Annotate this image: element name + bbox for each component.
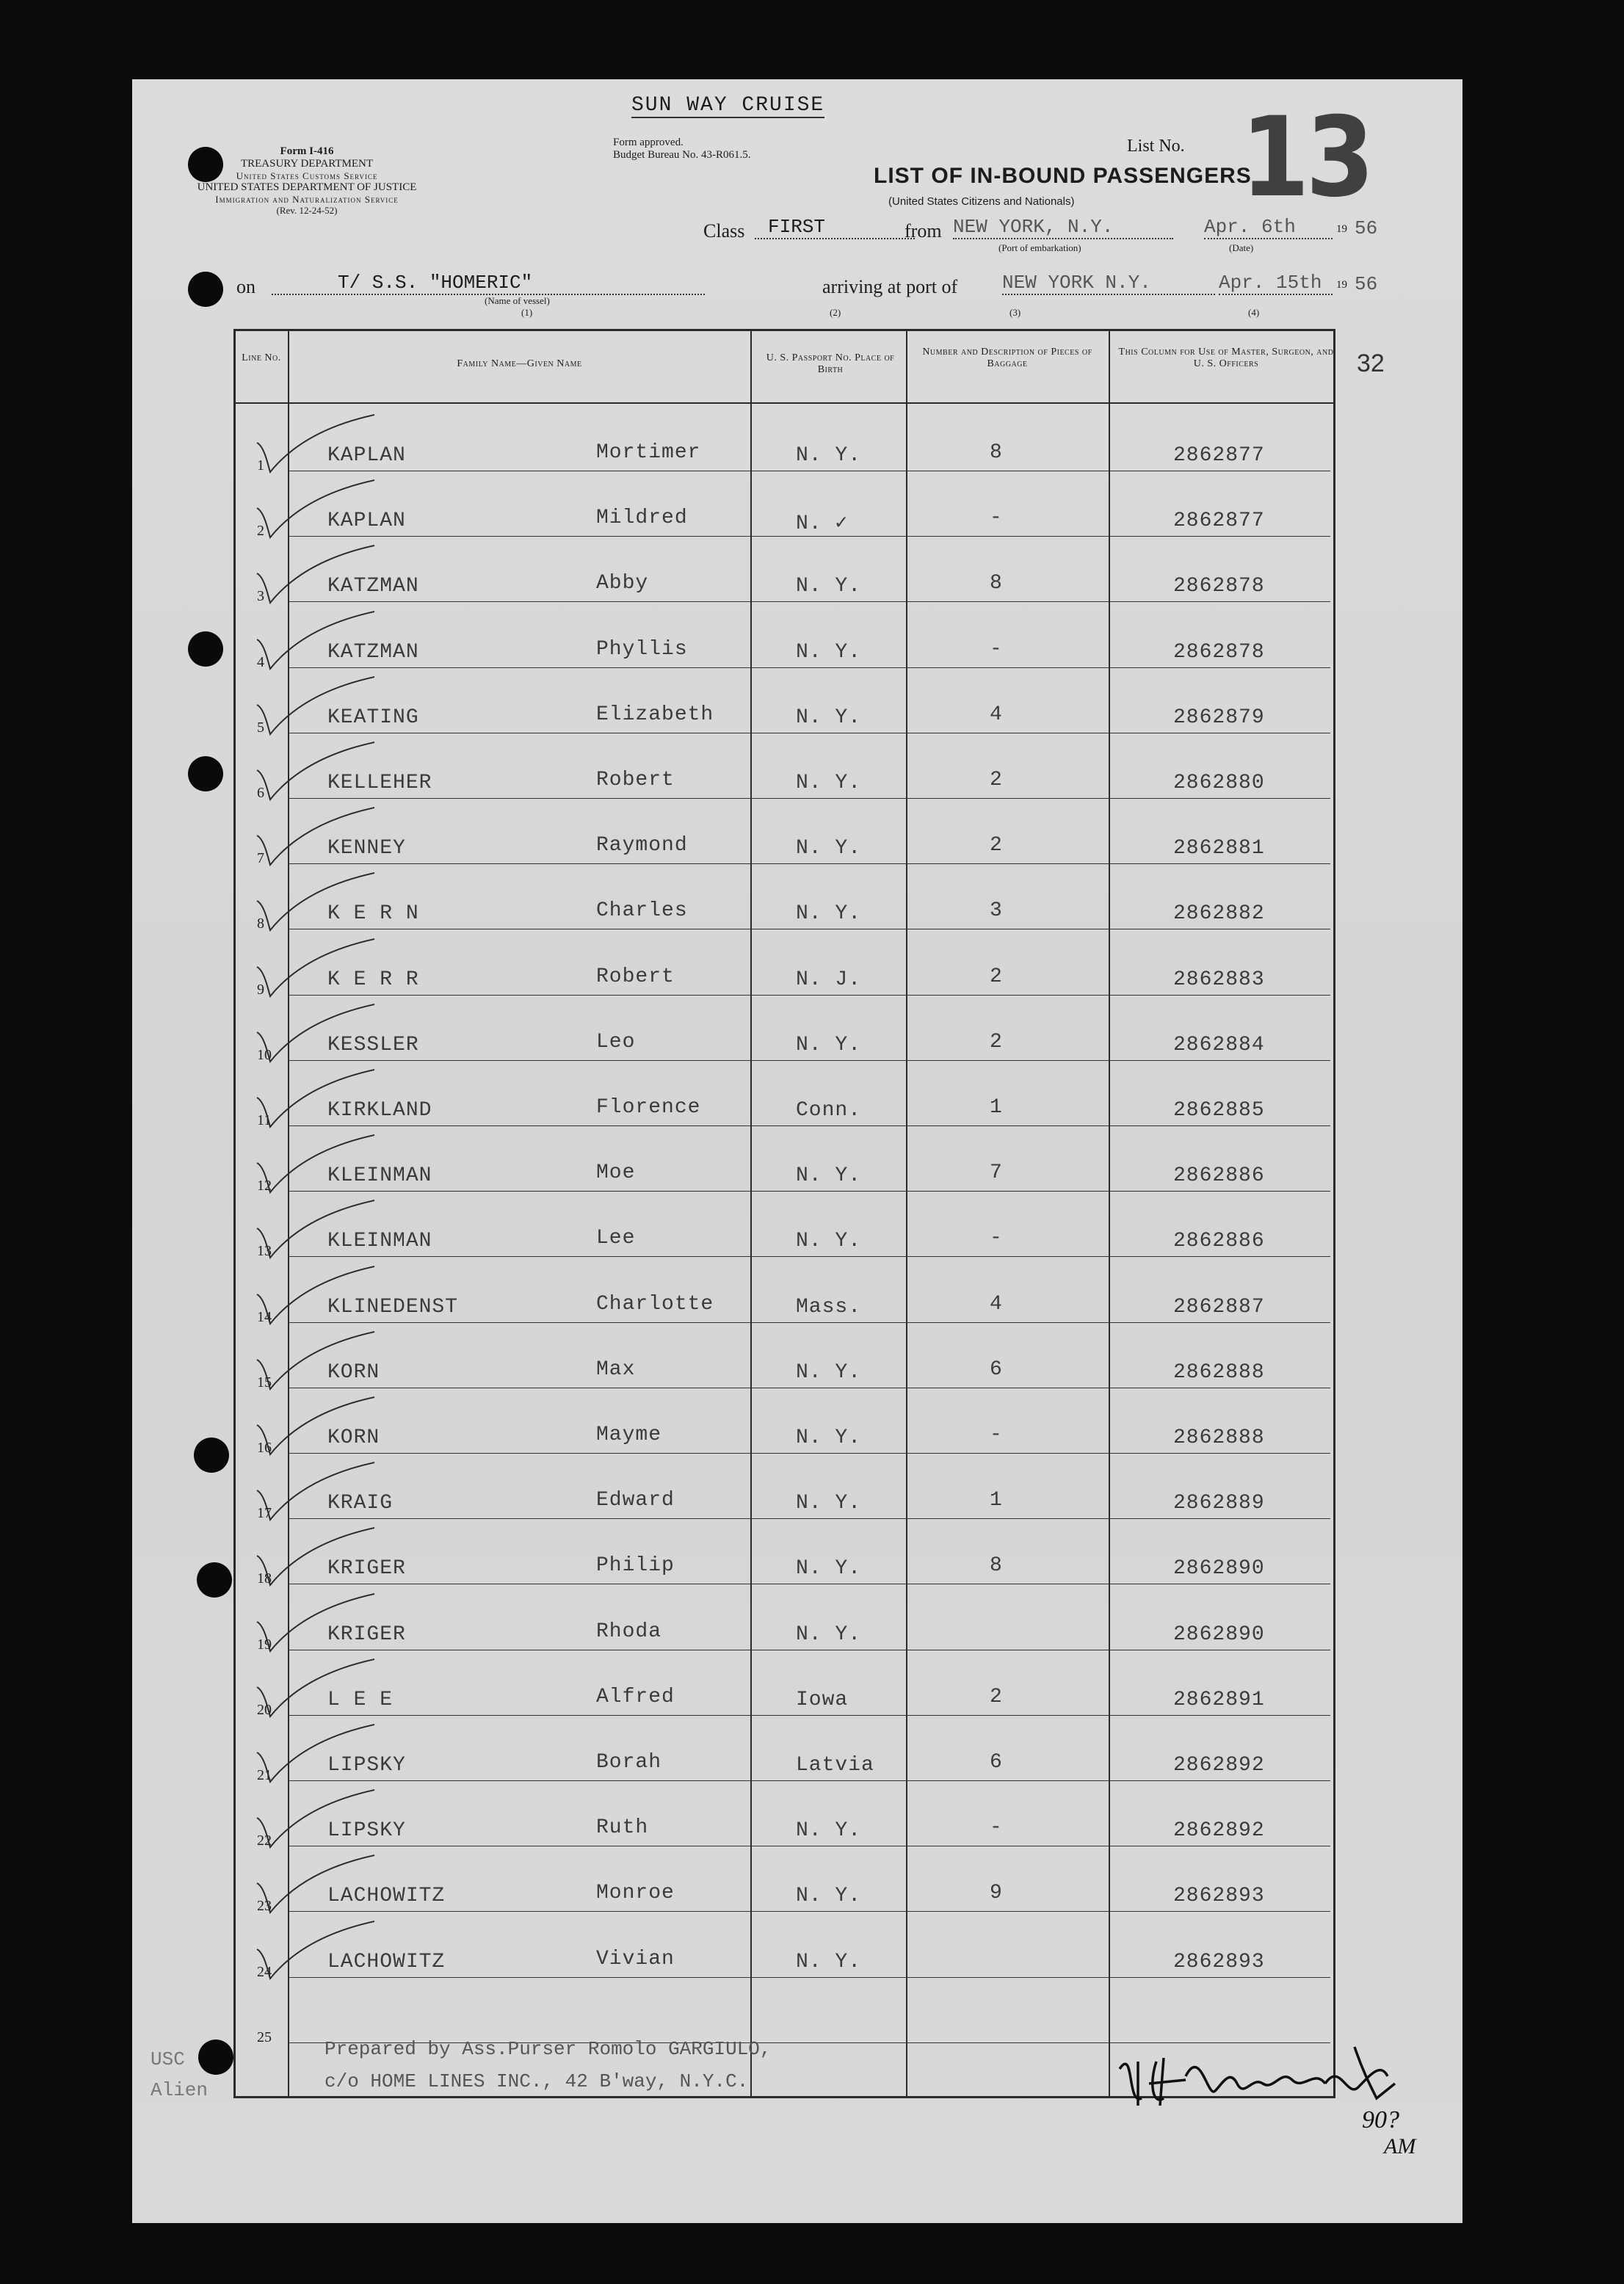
- list-title: LIST OF IN-BOUND PASSENGERS: [874, 164, 1252, 188]
- officer-reference: 2862890: [1173, 1623, 1265, 1646]
- row-rule: [288, 1453, 1330, 1454]
- divider-baggage: [1109, 329, 1110, 2098]
- check-mark: [250, 675, 382, 742]
- family-name: KEATING: [327, 706, 419, 729]
- treasury-dept: TREASURY DEPARTMENT: [240, 158, 374, 170]
- form-number: Form I-416: [280, 145, 334, 157]
- punch-hole: [188, 147, 223, 182]
- port-embark-label: (Port of embarkation): [998, 242, 1081, 253]
- baggage-count: 8: [990, 1554, 1003, 1577]
- col-index-4: (4): [1248, 307, 1260, 318]
- given-name: Rhoda: [596, 1620, 662, 1643]
- row-rule: [288, 1322, 1330, 1323]
- check-mark: [250, 806, 382, 872]
- given-name: Florence: [596, 1096, 701, 1119]
- officer-reference: 2862882: [1173, 902, 1265, 925]
- given-name: Charles: [596, 899, 688, 922]
- baggage-count: 8: [990, 572, 1003, 595]
- check-mark: [250, 1199, 382, 1265]
- family-name: K E R N: [327, 902, 419, 925]
- check-mark: [250, 938, 382, 1004]
- check-mark: [250, 1003, 382, 1069]
- check-mark: [250, 1330, 382, 1396]
- from-port: NEW YORK, N.Y.: [953, 216, 1173, 239]
- class-value: FIRST: [755, 216, 915, 239]
- line-number: 18: [257, 1570, 272, 1587]
- line-number: 14: [257, 1309, 272, 1325]
- check-mark: [250, 1461, 382, 1527]
- year-prefix-to: 19: [1336, 279, 1347, 291]
- family-name: KRAIG: [327, 1492, 394, 1515]
- manifest-page: [132, 79, 1462, 2223]
- family-name: LIPSKY: [327, 1754, 406, 1777]
- row-rule: [288, 1191, 1330, 1192]
- row-rule: [288, 1715, 1330, 1716]
- given-name: Lee: [596, 1227, 636, 1250]
- baggage-count: -: [990, 638, 1003, 661]
- given-name: Vivian: [596, 1948, 675, 1971]
- baggage-count: 4: [990, 1293, 1003, 1316]
- place-of-birth: N. Y.: [796, 641, 862, 664]
- family-name: KATZMAN: [327, 575, 419, 598]
- approved-text: Form approved.: [613, 137, 684, 148]
- given-name: Mildred: [596, 507, 688, 529]
- line-number: 6: [257, 785, 264, 801]
- divider-passport: [906, 329, 907, 2098]
- line-number: 13: [257, 1243, 272, 1259]
- place-of-birth: N. ✓: [796, 512, 849, 535]
- vessel-name: T/ S.S. "HOMERIC": [272, 272, 705, 295]
- form-header-left: [197, 145, 417, 216]
- family-name: KORN: [327, 1426, 380, 1449]
- place-of-birth: N. Y.: [796, 1885, 862, 1907]
- family-name: KRIGER: [327, 1557, 406, 1580]
- given-name: Robert: [596, 965, 675, 988]
- check-mark: [250, 610, 382, 676]
- family-name: LACHOWITZ: [327, 1951, 446, 1973]
- row-rule: [288, 1780, 1330, 1781]
- place-of-birth: N. Y.: [796, 444, 862, 467]
- baggage-count: 6: [990, 1358, 1003, 1381]
- line-number: 11: [257, 1112, 272, 1128]
- line-number: 21: [257, 1767, 272, 1783]
- officer-reference: 2862877: [1173, 444, 1265, 467]
- given-name: Moe: [596, 1161, 636, 1184]
- place-of-birth: N. J.: [796, 968, 862, 991]
- customs-service: United States Customs Service: [236, 170, 378, 181]
- place-of-birth: Iowa: [796, 1689, 849, 1711]
- place-of-birth: N. Y.: [796, 1230, 862, 1252]
- punch-hole: [188, 631, 223, 667]
- line-number: 9: [257, 982, 264, 998]
- baggage-count: 2: [990, 965, 1003, 988]
- officer-reference: 2862878: [1173, 575, 1265, 598]
- baggage-count: 3: [990, 899, 1003, 922]
- inspector-signature: [1105, 2017, 1457, 2164]
- row-rule: [288, 1911, 1330, 1912]
- year-from: 56: [1355, 217, 1378, 239]
- line-number: 7: [257, 850, 264, 866]
- check-mark: [250, 479, 382, 545]
- arrival-port: NEW YORK N.Y.: [1002, 272, 1215, 295]
- form-revision: (Rev. 12-24-52): [276, 205, 338, 216]
- given-name: Robert: [596, 769, 675, 791]
- row-rule: [288, 667, 1330, 668]
- justice-dept: UNITED STATES DEPARTMENT OF JUSTICE: [197, 181, 417, 193]
- family-name: KENNEY: [327, 837, 406, 860]
- family-name: LIPSKY: [327, 1819, 406, 1842]
- officer-reference: 2862890: [1173, 1557, 1265, 1580]
- check-mark: [250, 1854, 382, 1920]
- row-rule: [288, 1125, 1330, 1126]
- officer-reference: 2862892: [1173, 1819, 1265, 1842]
- officer-reference: 2862880: [1173, 772, 1265, 794]
- given-name: Mayme: [596, 1424, 662, 1446]
- class-label: Class: [703, 220, 745, 242]
- row-rule: [288, 798, 1330, 799]
- signature-note-2: AM: [1384, 2134, 1416, 2158]
- col-index-1: (1): [521, 307, 533, 318]
- signature-note-1: 90?: [1362, 2106, 1399, 2133]
- list-no-label: List No.: [1127, 137, 1185, 156]
- line-number: 5: [257, 719, 264, 736]
- list-subtitle: (United States Citizens and Nationals): [888, 195, 1075, 208]
- cruise-stamp: SUN WAY CRUISE: [631, 94, 825, 117]
- date-label: (Date): [1229, 242, 1254, 253]
- line-number: 3: [257, 588, 264, 604]
- col-index-2: (2): [830, 307, 841, 318]
- officer-reference: 2862888: [1173, 1361, 1265, 1384]
- page-number: 32: [1357, 349, 1385, 377]
- list-number: 13: [1240, 94, 1371, 222]
- given-name: Ruth: [596, 1816, 649, 1839]
- line-number: 2: [257, 523, 264, 539]
- family-name: KORN: [327, 1361, 380, 1384]
- on-label: on: [236, 276, 255, 297]
- line-number: 20: [257, 1702, 272, 1718]
- officer-reference: 2862877: [1173, 510, 1265, 532]
- given-name: Borah: [596, 1751, 662, 1774]
- prepared-by-line: Prepared by Ass.Purser Romolo GARGIULO,: [325, 2038, 772, 2060]
- year-to: 56: [1355, 273, 1378, 295]
- place-of-birth: N. Y.: [796, 1951, 862, 1973]
- punch-hole: [198, 2040, 233, 2075]
- check-mark: [250, 1526, 382, 1592]
- given-name: Elizabeth: [596, 703, 714, 726]
- row-rule: [288, 601, 1330, 602]
- line-number: 16: [257, 1440, 272, 1456]
- officer-reference: 2862883: [1173, 968, 1265, 991]
- family-name: KLINEDENST: [327, 1296, 459, 1319]
- given-name: Alfred: [596, 1686, 675, 1708]
- family-name: L E E: [327, 1689, 394, 1711]
- place-of-birth: N. Y.: [796, 902, 862, 925]
- baggage-count: 9: [990, 1882, 1003, 1904]
- check-mark: [250, 1723, 382, 1789]
- given-name: Mortimer: [596, 441, 701, 464]
- baggage-count: 6: [990, 1751, 1003, 1774]
- line-number: 8: [257, 916, 264, 932]
- given-name: Philip: [596, 1554, 675, 1577]
- margin-stamp-usc: USC: [151, 2048, 185, 2070]
- place-of-birth: N. Y.: [796, 1557, 862, 1580]
- officer-reference: 2862879: [1173, 706, 1265, 729]
- family-name: KAPLAN: [327, 510, 406, 532]
- form-approved: [613, 137, 750, 162]
- family-name: KAPLAN: [327, 444, 406, 467]
- margin-stamp-alien: Alien: [151, 2079, 209, 2101]
- place-of-birth: Mass.: [796, 1296, 862, 1319]
- place-of-birth: N. Y.: [796, 1492, 862, 1515]
- family-name: KIRKLAND: [327, 1099, 432, 1122]
- check-mark: [250, 413, 382, 479]
- place-of-birth: N. Y.: [796, 1819, 862, 1842]
- family-name: K E R R: [327, 968, 419, 991]
- col-index-3: (3): [1009, 307, 1021, 318]
- place-of-birth: N. Y.: [796, 1164, 862, 1187]
- line-number: 23: [257, 1898, 272, 1914]
- place-of-birth: N. Y.: [796, 1623, 862, 1646]
- prepared-by-address: c/o HOME LINES INC., 42 B'way, N.Y.C.: [325, 2070, 749, 2092]
- officer-reference: 2862889: [1173, 1492, 1265, 1515]
- given-name: Phyllis: [596, 638, 688, 661]
- row-rule: [288, 1256, 1330, 1257]
- officer-reference: 2862893: [1173, 1951, 1265, 1973]
- line-number: 12: [257, 1178, 272, 1194]
- place-of-birth: N. Y.: [796, 575, 862, 598]
- punch-hole: [188, 272, 223, 307]
- check-mark: [250, 741, 382, 807]
- line-number: 19: [257, 1636, 272, 1653]
- officer-reference: 2862885: [1173, 1099, 1265, 1122]
- baggage-count: 8: [990, 441, 1003, 464]
- check-mark: [250, 1134, 382, 1200]
- header-officers: This Column for Use of Master, Surgeon, and U. S. Officers: [1118, 347, 1334, 369]
- officer-reference: 2862881: [1173, 837, 1265, 860]
- officer-reference: 2862886: [1173, 1230, 1265, 1252]
- family-name: KLEINMAN: [327, 1230, 432, 1252]
- row-rule: [288, 536, 1330, 537]
- header-name: Family Name—Given Name: [457, 358, 582, 369]
- place-of-birth: Conn.: [796, 1099, 862, 1122]
- baggage-count: 2: [990, 834, 1003, 857]
- place-of-birth: N. Y.: [796, 772, 862, 794]
- given-name: Monroe: [596, 1882, 675, 1904]
- header-passport: U. S. Passport No. Place of Birth: [766, 352, 895, 375]
- check-mark: [250, 544, 382, 610]
- row-rule: [288, 863, 1330, 864]
- officer-reference: 2862887: [1173, 1296, 1265, 1319]
- baggage-count: -: [990, 1227, 1003, 1250]
- given-name: Edward: [596, 1489, 675, 1512]
- family-name: KELLEHER: [327, 772, 432, 794]
- officer-reference: 2862891: [1173, 1689, 1265, 1711]
- baggage-count: 7: [990, 1161, 1003, 1184]
- family-name: LACHOWITZ: [327, 1885, 446, 1907]
- ins-service: Immigration and Naturalization Service: [215, 194, 399, 205]
- check-mark: [250, 1658, 382, 1724]
- family-name: KLEINMAN: [327, 1164, 432, 1187]
- row-rule: [288, 1060, 1330, 1061]
- header-baggage: Number and Description of Pieces of Baggage: [922, 347, 1092, 369]
- officer-reference: 2862892: [1173, 1754, 1265, 1777]
- arriving-label: arriving at port of: [822, 276, 958, 297]
- officer-reference: 2862893: [1173, 1885, 1265, 1907]
- baggage-count: 2: [990, 769, 1003, 791]
- from-label: from: [905, 220, 942, 242]
- divider-name: [750, 329, 752, 2098]
- line-number: 1: [257, 457, 264, 474]
- check-mark: [250, 1396, 382, 1462]
- punch-hole: [188, 756, 223, 791]
- given-name: Charlotte: [596, 1293, 714, 1316]
- baggage-count: 2: [990, 1031, 1003, 1054]
- check-mark: [250, 1265, 382, 1331]
- punch-hole: [194, 1438, 229, 1473]
- family-name: KESSLER: [327, 1034, 419, 1056]
- check-mark: [250, 871, 382, 938]
- given-name: Abby: [596, 572, 649, 595]
- baggage-count: 4: [990, 703, 1003, 726]
- line-number: 24: [257, 1964, 272, 1980]
- line-number: 22: [257, 1832, 272, 1849]
- line-number: 17: [257, 1505, 272, 1521]
- family-name: KATZMAN: [327, 641, 419, 664]
- check-mark: [250, 1592, 382, 1658]
- line-number: 10: [257, 1047, 272, 1063]
- line-number: 15: [257, 1374, 272, 1391]
- check-mark: [250, 1920, 382, 1986]
- row-rule: [288, 1977, 1330, 1978]
- officer-reference: 2862888: [1173, 1426, 1265, 1449]
- arrival-date: Apr. 15th: [1219, 272, 1333, 295]
- header-rule: [233, 402, 1333, 404]
- baggage-count: -: [990, 507, 1003, 529]
- check-mark: [250, 1788, 382, 1855]
- vessel-label: (Name of vessel): [485, 295, 550, 306]
- year-prefix-from: 19: [1336, 223, 1347, 235]
- check-mark: [250, 1068, 382, 1134]
- line-number: 4: [257, 654, 264, 670]
- place-of-birth: N. Y.: [796, 706, 862, 729]
- officer-reference: 2862878: [1173, 641, 1265, 664]
- place-of-birth: N. Y.: [796, 1034, 862, 1056]
- baggage-count: 1: [990, 1489, 1003, 1512]
- baggage-count: -: [990, 1816, 1003, 1839]
- place-of-birth: N. Y.: [796, 837, 862, 860]
- line-number: 25: [257, 2029, 272, 2045]
- row-rule: [288, 995, 1330, 996]
- place-of-birth: Latvia: [796, 1754, 874, 1777]
- given-name: Leo: [596, 1031, 636, 1054]
- place-of-birth: N. Y.: [796, 1361, 862, 1384]
- header-line-no: Line No.: [242, 352, 281, 363]
- baggage-count: 2: [990, 1686, 1003, 1708]
- officer-reference: 2862884: [1173, 1034, 1265, 1056]
- baggage-count: -: [990, 1424, 1003, 1446]
- row-rule: [288, 1518, 1330, 1519]
- punch-hole: [197, 1562, 232, 1598]
- from-date: Apr. 6th: [1204, 216, 1333, 239]
- place-of-birth: N. Y.: [796, 1426, 862, 1449]
- given-name: Max: [596, 1358, 636, 1381]
- bureau-number: Budget Bureau No. 43-R061.5.: [613, 149, 751, 161]
- given-name: Raymond: [596, 834, 688, 857]
- officer-reference: 2862886: [1173, 1164, 1265, 1187]
- family-name: KRIGER: [327, 1623, 406, 1646]
- baggage-count: 1: [990, 1096, 1003, 1119]
